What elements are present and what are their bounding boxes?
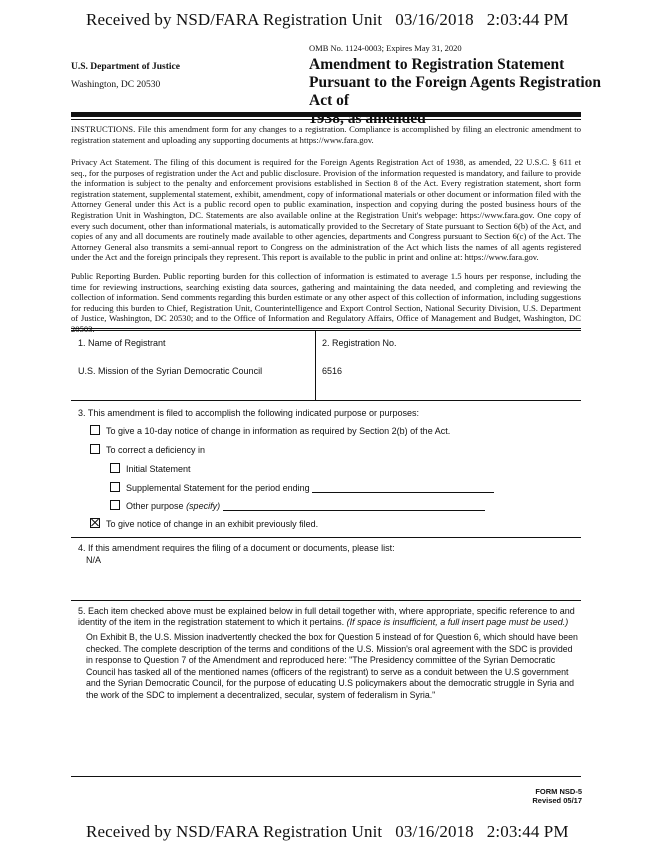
checkbox-initial-statement[interactable]	[110, 463, 120, 473]
checkbox-correct-deficiency[interactable]	[90, 444, 100, 454]
form-revision: Revised 05/17	[532, 796, 582, 805]
checkbox-supplemental-statement[interactable]	[110, 482, 120, 492]
registration-number-value[interactable]: 6516	[322, 366, 343, 376]
period-ending-field[interactable]	[312, 483, 494, 493]
question-5-answer[interactable]: On Exhibit B, the U.S. Mission inadvertently checked the box for Question 5 instead of for Question 6, which should have been checked. The complete description of the terms and conditions of the U.S. Mission's oral agreement with the SDC is provided in response to Question 7 of the Amendment and reproduced here: "The Presidency committee of the Syrian Democratic Council has tasked all of the mentioned names (officers of the registrant) to serve as a conduit between the U.S government and the Syrian Democratic Council, for the purpose of educating U.S policymakers about the democratic struggle in Syria and the work of the SDC to implement a decentralized, secular, system of federalism in Syria."	[86, 632, 578, 700]
option-other-purpose-label: Other purpose	[126, 501, 184, 511]
registrant-name-label: 1. Name of Registrant	[78, 338, 166, 348]
option-other-purpose[interactable]	[110, 500, 485, 511]
section-rule-2	[71, 600, 581, 601]
header-rule-thick	[71, 112, 581, 117]
option-exhibit-change[interactable]	[90, 518, 318, 529]
table-bottom-rule	[71, 400, 581, 401]
option-exhibit-change-label: To give notice of change in an exhibit previously filed.	[106, 519, 319, 529]
department-name: U.S. Department of Justice	[71, 62, 180, 72]
registration-number-label: 2. Registration No.	[322, 338, 397, 348]
instructions-text: INSTRUCTIONS. File this amendment form for any changes to a registration. Compliance is accomplished by filing an electronic amendment to registration statement and uploading any supporting documents at https://www.fara.gov.	[71, 124, 581, 145]
department-location: Washington, DC 20530	[71, 80, 161, 90]
checkbox-other-purpose[interactable]	[110, 500, 120, 510]
question-3-label: 3. This amendment is filed to accomplish the following indicated purpose or purposes:	[78, 408, 420, 418]
option-supplemental-statement-label: Supplemental Statement for the period ending	[126, 483, 310, 493]
omb-number: OMB No. 1124-0003; Expires May 31, 2020	[309, 43, 462, 53]
form-id	[500, 787, 582, 805]
specify-note: (specify)	[186, 501, 221, 511]
header-rule-thin	[71, 119, 581, 120]
title-line-1: Amendment to Registration Statement	[309, 56, 565, 73]
option-10-day-notice[interactable]	[90, 425, 450, 436]
registrant-name-value[interactable]: U.S. Mission of the Syrian Democratic Council	[78, 366, 263, 376]
footer-rule	[71, 776, 581, 777]
option-initial-statement-label: Initial Statement	[126, 464, 191, 474]
title-line-2: Pursuant to the Foreign Agents Registration Act of	[309, 74, 602, 109]
option-10-day-notice-label: To give a 10-day notice of change in information as required by Section 2(b) of the Act.	[106, 426, 451, 436]
table-top-rule	[71, 328, 581, 329]
table-top-rule-2	[71, 330, 581, 331]
section-rule-1	[71, 537, 581, 538]
option-correct-deficiency-label: To correct a deficiency in	[106, 445, 206, 455]
table-divider	[315, 330, 316, 400]
option-correct-deficiency[interactable]	[90, 444, 205, 455]
page-title	[309, 56, 609, 128]
question-4-label: 4. If this amendment requires the filing of a document or documents, please list:	[78, 543, 395, 553]
question-5-label	[78, 606, 578, 628]
question-5-note: (If space is insufficient, a full insert page must be used.)	[346, 617, 569, 627]
option-supplemental-statement[interactable]	[110, 482, 494, 493]
received-stamp-bottom: Received by NSD/FARA Registration Unit 03/16/2018 2:03:44 PM	[86, 822, 569, 841]
question-5-text: 5. Each item checked above must be explained below in full detail together with, where appropriate, specific reference to and identity of the item in the registration statement to which it pertains.	[78, 606, 575, 627]
other-purpose-field[interactable]	[223, 501, 485, 511]
privacy-act-statement: Privacy Act Statement. The filing of this document is required for the Foreign Agents Registration Act of 1938, as amended, 22 U.S.C. § 611 et seq., for the purposes of registration under the Act and public disclosure. Provision of the information requested is mandatory, and failure to provide the information is subject to the penalty and enforcement provisions established in Section 8 of the Act. Every registration statement, short form registration statement, supplemental statement, exhibit, amendment, copy of informational materials or other document or information filed with the Attorney General under this Act is a public record open to public examination, inspection and copying during the posted business hours of the Registration Unit in Washington, DC. Statements are also available online at the Registration Unit's webpage: https://www.fara.gov. One copy of every such document, other than informational materials, is automatically provided to the Secretary of State pursuant to Section 6(b) of the Act, and copies of any and all documents are routinely made available to other agencies, departments and Congress pursuant to Section 6(c) of the Act. The Attorney General also transmits a semi-annual report to Congress on the administration of the Act which lists the names of all agents registered under the Act and the foreign principals they represent. This report is available to the public in print and online at: https://www.fara.gov.	[71, 157, 581, 263]
checkbox-exhibit-change-checked[interactable]	[90, 518, 100, 528]
form-number: FORM NSD-5	[535, 787, 582, 796]
received-stamp-top: Received by NSD/FARA Registration Unit 03/16/2018 2:03:44 PM	[86, 10, 569, 29]
question-4-answer[interactable]: N/A	[86, 555, 102, 565]
public-reporting-burden: Public Reporting Burden. Public reporting burden for this collection of information is estimated to average 1.5 hours per response, including the time for reviewing instructions, searching existing data sources, gathering and maintaining the data needed, and completing and reviewing the collection of information. Send comments regarding this burden estimate or any other aspect of this collection of information, including suggestions for reducing this burden to Chief, Registration Unit, Counterintelligence and Export Control Section, National Security Division, U.S. Department of Justice, Washington, DC 20530; and to the Office of Information and Regulatory Affairs, Office of Management and Budget, Washington, DC	[71, 271, 581, 324]
checkbox-10-day-notice[interactable]	[90, 425, 100, 435]
option-initial-statement[interactable]	[110, 463, 191, 474]
